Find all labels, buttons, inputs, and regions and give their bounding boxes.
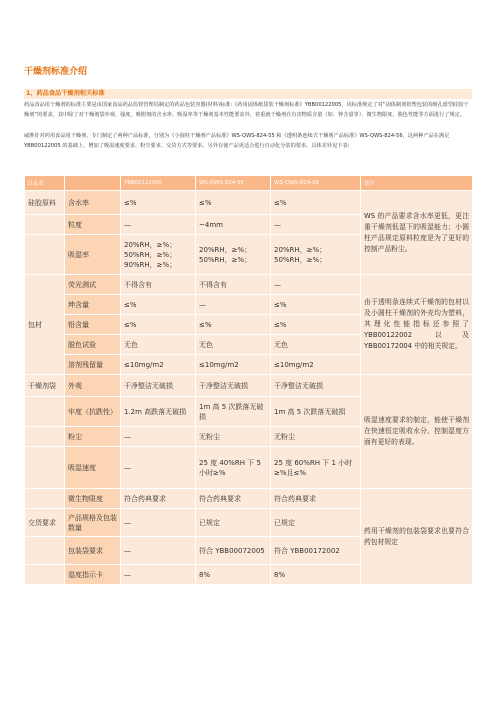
table-header-row	[25, 176, 473, 191]
table-cell: 8%	[196, 565, 271, 585]
table-cell: 20%RH，≥%；50%RH，≥%；90%RH，≥%；	[121, 235, 196, 275]
table-cell: 符合 YBB00072005	[196, 537, 271, 565]
table-cell: ~4mm	[196, 215, 271, 235]
table-cell: 符合药典要求	[271, 489, 361, 509]
paragraph-1: 药品食品用干燥剂的标准主要是由国家食品药品监督管理局制定的药品包装容器(材料)标准:《药用固体纸袋装干燥剂标准》YBB00122005，该标准规定了对“固体制剂铝塑包装的细孔球型硅胶干燥剂”的要求，其中除了对干燥剂袋外观、强度，吸附剂的含水率、吸湿率等干燥剂基本性能要求外，着重就干燥剂在有害物质含量（如：钟含量等）、微生物限度，脱色性能等方面进行了规定。	[24, 102, 469, 119]
table-row	[25, 489, 473, 509]
item-label: 产品规格及包装数量	[65, 509, 121, 537]
note-cell: 吸湿速度要求的制定，能使干燥剂在快速恒定吸收水分、控制湿度方面有更好的表现。	[361, 375, 473, 489]
table-cell: 无色	[121, 335, 196, 355]
table-cell: 干净整洁无破损	[271, 375, 361, 397]
header-cell: 目录表	[25, 176, 65, 191]
table-cell: ≤%	[271, 191, 361, 215]
category-cell: 交货要求	[25, 509, 65, 537]
table-cell: 25 度 40%RH 下 5 小时≥%	[196, 447, 271, 489]
table-cell: —	[121, 565, 196, 585]
item-label: 坤含量	[65, 295, 121, 315]
item-label: 微生物限度	[65, 489, 121, 509]
table-cell: ≤%	[121, 315, 196, 335]
table-cell: ≤%	[196, 191, 271, 215]
item-label: 吸湿速度	[65, 447, 121, 489]
item-label: 粒度	[65, 215, 121, 235]
table-cell: 无色	[196, 335, 271, 355]
category-cell	[25, 489, 65, 509]
category-cell: 硅胶原料	[25, 191, 65, 215]
table-cell: 符合药典要求	[196, 489, 271, 509]
table-cell: —	[271, 275, 361, 295]
table-cell: ≤10mg/m2	[196, 355, 271, 375]
doc-title: 干燥剂标准介绍	[24, 67, 88, 77]
table-row	[25, 375, 473, 397]
item-label: 脱色试验	[65, 335, 121, 355]
table-cell: ≤10mg/m2	[271, 355, 361, 375]
header-cell: 备注	[361, 176, 473, 191]
header-cell	[65, 176, 121, 191]
note-cell: WS 的产品要求含水率更低，更注重干燥剂低湿下的吸湿能力；小圆柱产品规定原料粒度是为了更好的控制产品粉尘。	[361, 191, 473, 275]
category-cell: 包材	[25, 275, 65, 375]
table-cell: 干净整洁无破损	[121, 375, 196, 397]
table-cell: 25 度 60%RH 下 1 小时≥%且≤%	[271, 447, 361, 489]
note-cell: 由于透明条连续式干燥剂的包材以及小圆柱干燥剂的外壳均为塑料，其理化性能指标还参照了 YBB00122002 以及 YBB00172004 中的相关规定。	[361, 275, 473, 375]
paragraph-2: 威胜针对药用食品用干燥剂，专门制定了两种产品标准，分别为《小圆柱干燥剂产品标准》WS-QWS-824-55 和《透明条连续式干燥剂产品标准》WS-QWS-824-56，这两种产品在满足 YBB00122005 的基础上，增加了吸湿速度要求、粉尘要求、交货方式等要求。另外有使产品更适合进行自动化分装的要求。具体差异见下表:	[24, 133, 450, 150]
table-cell: 不得含有	[121, 275, 196, 295]
item-label: 湿度指示卡	[65, 565, 121, 585]
table-cell: 20%RH，≥%；50%RH，≥%；	[271, 235, 361, 275]
item-label: 外观	[65, 375, 121, 397]
table-cell: —	[121, 427, 196, 447]
table-cell: ≤%	[121, 295, 196, 315]
table-cell: 1.2m 高跌落无破损	[121, 397, 196, 427]
table-cell: 1m 高 5 次跌落无破损	[271, 397, 361, 427]
table-cell: ≤%	[121, 191, 196, 215]
item-label: 溶剂残留量	[65, 355, 121, 375]
table-cell: 20%RH，≥%；50%RH，≥%；	[196, 235, 271, 275]
item-label: 包装袋要求	[65, 537, 121, 565]
table-cell: —	[121, 215, 196, 235]
table-cell: —	[121, 447, 196, 489]
category-cell: 干燥剂袋	[25, 375, 65, 397]
table-cell: 1m 高 5 次跌落无破损	[196, 397, 271, 427]
category-cell	[25, 537, 65, 565]
table-cell: ≤%	[271, 315, 361, 335]
table-cell: 无色	[271, 335, 361, 355]
table-cell: 已规定	[196, 509, 271, 537]
category-cell	[25, 397, 65, 427]
table-cell: —	[121, 509, 196, 537]
category-cell	[25, 447, 65, 489]
comparison-table	[24, 176, 473, 585]
table-cell: ≤10mg/m2	[121, 355, 196, 375]
table-cell: ≤%	[271, 295, 361, 315]
header-cell: WS-QWS-824-55	[196, 176, 271, 191]
header-cell: YBB00122005	[121, 176, 196, 191]
category-cell	[25, 235, 65, 275]
item-label: 牢度（抗跌性）	[65, 397, 121, 427]
category-cell	[25, 427, 65, 447]
category-cell	[25, 565, 65, 585]
table-row	[25, 275, 473, 295]
table-cell: 符合药典要求	[121, 489, 196, 509]
category-cell	[25, 215, 65, 235]
table-cell: 8%	[271, 565, 361, 585]
section-title: 1、药品食品干燥剂相关标准	[26, 90, 105, 97]
table-cell: 无粉尘	[196, 427, 271, 447]
table-cell: 符合 YBB00172002	[271, 537, 361, 565]
header-cell: WS-QWS-824-56	[271, 176, 361, 191]
table-row	[25, 191, 473, 215]
table-cell: 已规定	[271, 509, 361, 537]
item-label: 吸湿率	[65, 235, 121, 275]
item-label: 粉尘	[65, 427, 121, 447]
item-label: 铅含量	[65, 315, 121, 335]
table-cell: 不得含有	[196, 275, 271, 295]
table-cell: —	[271, 215, 361, 235]
table-cell: 无粉尘	[271, 427, 361, 447]
table-cell: ≤%	[196, 315, 271, 335]
table-cell: —	[196, 295, 271, 315]
table-cell: —	[121, 537, 196, 565]
item-label: 含水率	[65, 191, 121, 215]
item-label: 荧光测试	[65, 275, 121, 295]
note-cell: 药用干燥剂的包装袋要求也要符合药包材规定	[361, 489, 473, 585]
table-cell: 干净整洁无破损	[196, 375, 271, 397]
